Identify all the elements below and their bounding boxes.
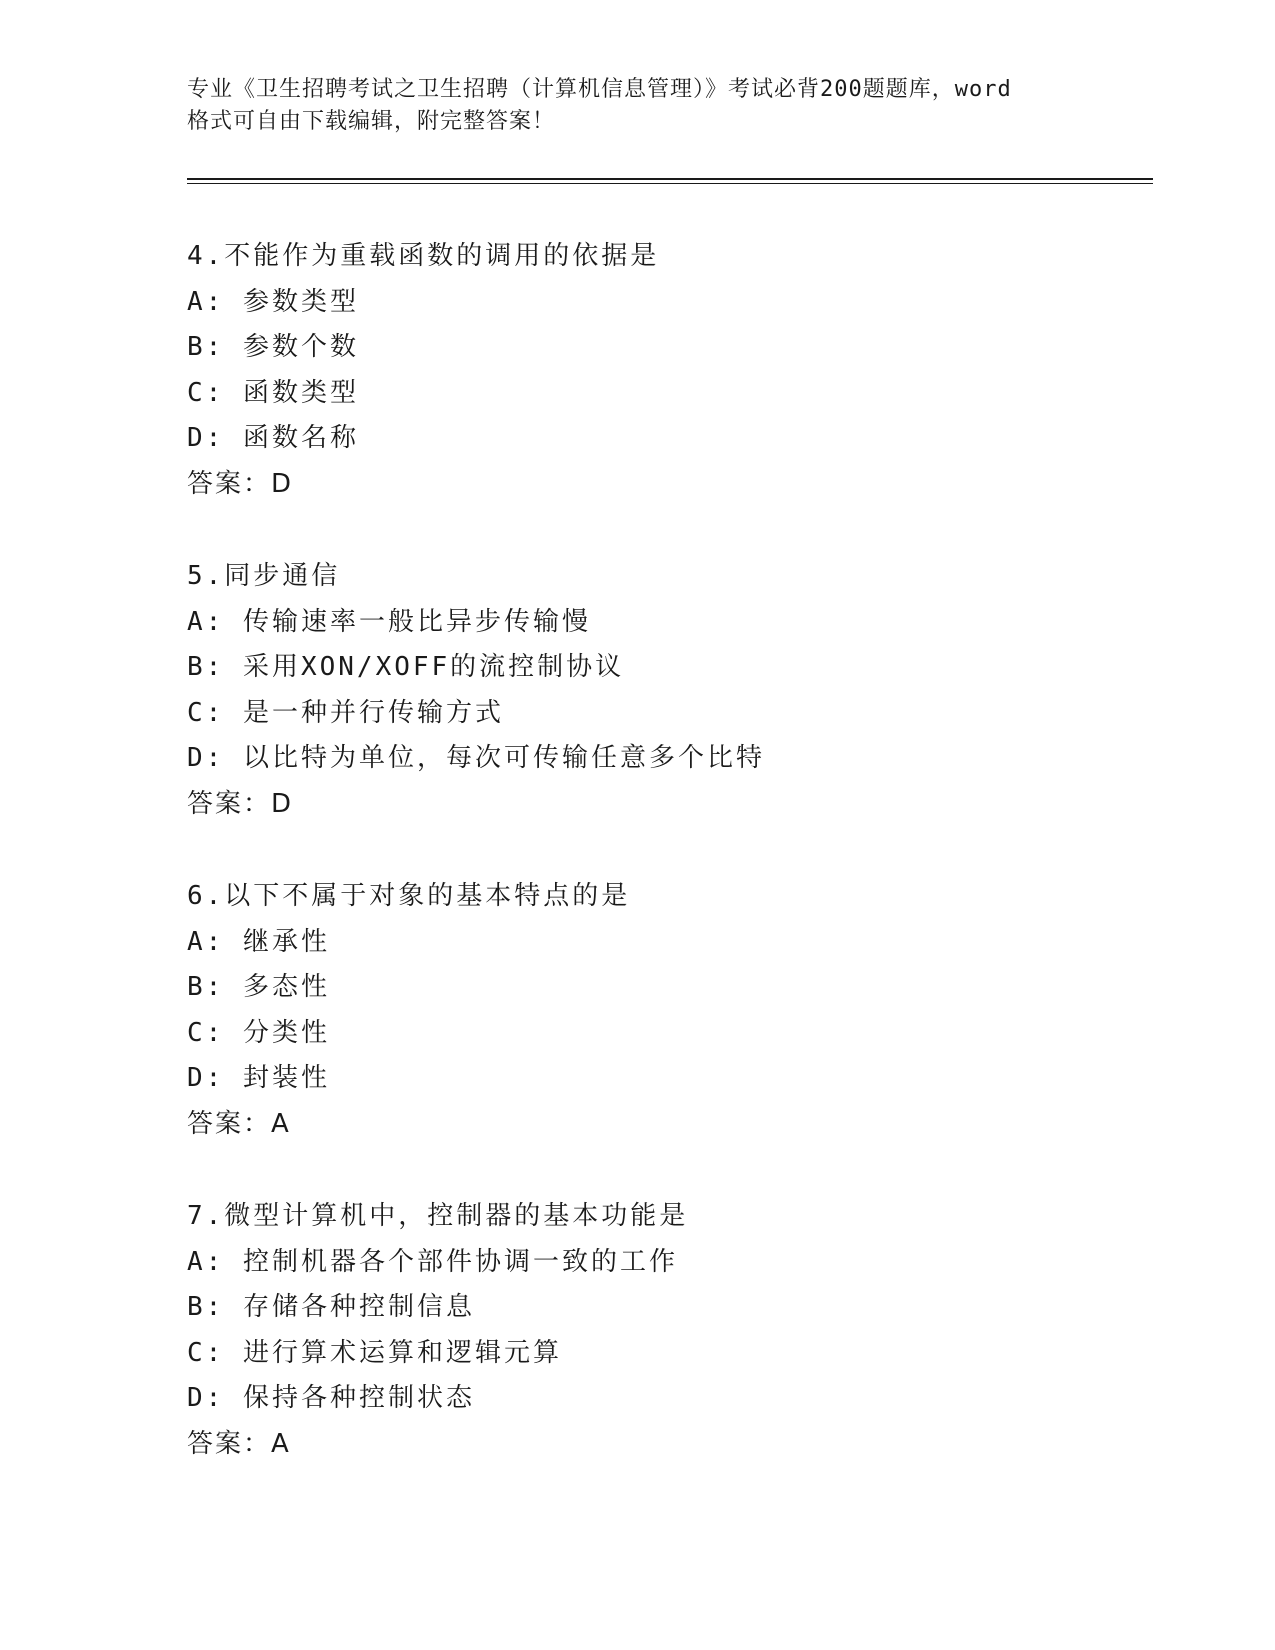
header-line-2: 格式可自由下载编辑，附完整答案！ [187,109,556,134]
option-a: A: 参数类型 [187,286,359,317]
header-divider-thin [187,183,1153,184]
question-stem: 6.以下不属于对象的基本特点的是 [187,881,631,911]
option-d: D: 函数名称 [187,423,359,453]
answer-label: 答案：D [187,788,294,819]
header-line-1: 专业《卫生招聘考试之卫生招聘（计算机信息管理）》考试必背200题题库，word [187,77,1012,102]
option-d: D: 保持各种控制状态 [187,1383,475,1413]
question-7 [187,1196,1137,1516]
question-4 [187,236,1137,556]
option-b: B: 采用XON/XOFF的流控制协议 [187,652,625,682]
option-d: D: 封装性 [187,1063,330,1093]
option-c: C: 函数类型 [187,377,359,408]
question-stem: 7.微型计算机中，控制器的基本功能是 [187,1201,689,1231]
question-stem: 4.不能作为重载函数的调用的依据是 [187,241,660,271]
answer-label: 答案：A [187,1108,291,1139]
option-b: B: 存储各种控制信息 [187,1292,475,1322]
option-c: C: 进行算术运算和逻辑元算 [187,1337,562,1368]
option-a: A: 传输速率一般比异步传输慢 [187,606,591,637]
answer-label: 答案：A [187,1428,291,1459]
question-5 [187,556,1137,876]
option-b: B: 多态性 [187,972,330,1002]
option-d: D: 以比特为单位，每次可传输任意多个比特 [187,743,765,773]
option-a: A: 控制机器各个部件协调一致的工作 [187,1246,678,1277]
option-b: B: 参数个数 [187,332,359,362]
option-a: A: 继承性 [187,926,330,957]
option-c: C: 分类性 [187,1017,330,1048]
option-c: C: 是一种并行传输方式 [187,697,504,728]
question-stem: 5.同步通信 [187,561,341,591]
answer-label: 答案：D [187,468,294,499]
header-divider-thick [187,178,1153,180]
question-list [187,236,1137,1516]
document-header [187,74,1087,138]
question-6 [187,876,1137,1196]
